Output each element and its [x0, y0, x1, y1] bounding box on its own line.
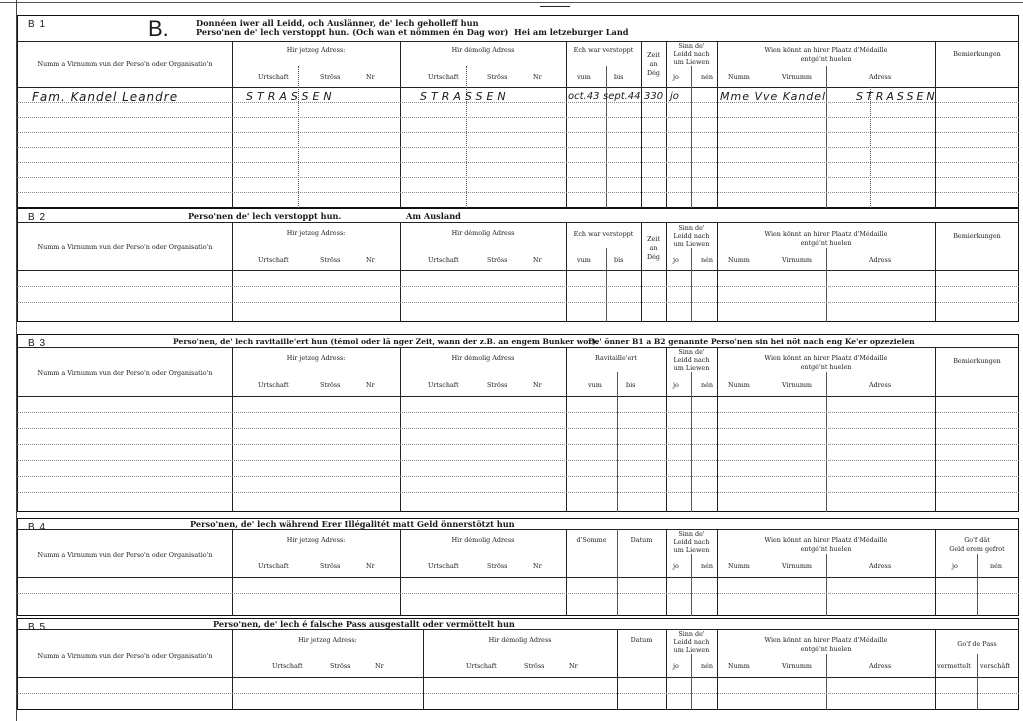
col-medal-address: Adress [869, 662, 892, 670]
col-lent: vermettelt [937, 662, 971, 670]
col-alive-3: um Liewen [673, 240, 710, 248]
col-date-header: Datum [630, 636, 653, 644]
entry-to: sept.44 [603, 91, 641, 102]
col-former-address-header: Hir démolig Adress [451, 354, 515, 362]
col-alive-3: um Liewen [673, 364, 710, 372]
col-street: Ströss [487, 73, 508, 81]
col-street: Ströss [487, 562, 508, 570]
section-letter: B. [148, 16, 169, 41]
col-yes: jo [673, 256, 679, 264]
col-place: Urtschaft [258, 562, 289, 570]
col-nr: Nr [366, 562, 375, 570]
col-current-address-header: Hir jetzeg Adress: [286, 536, 346, 544]
col-street: Ströss [524, 662, 545, 670]
col-days: Dég [647, 253, 660, 261]
col-alive-1: Sinn de' [678, 630, 705, 638]
col-current-address-header: Hir jetzeg Adress: [298, 636, 357, 644]
col-remarks: Bemierkungen [953, 232, 1001, 240]
col-yes: jo [952, 562, 958, 570]
entry-medal-address: STRASSEN [856, 90, 938, 103]
col-no: nén [990, 562, 1003, 570]
col-medal-2: entgé'nt huelen [800, 645, 852, 653]
entry-alive: jo [670, 91, 679, 102]
section-subtitle: Perso'nen de' lech verstoppt hun. (Och wan et nömmen én Dag wor) [196, 27, 509, 37]
section-label: B 2 [28, 212, 47, 223]
col-nr: Nr [366, 73, 375, 81]
section-title: Donnéen iwer all Leidd, och Auslänner, de' lech geholleff hun [196, 18, 479, 28]
col-alive-1: Sinn de' [678, 348, 705, 356]
entry-medal-name: Mme Vve Kandel [720, 90, 827, 103]
col-street: Ströss [320, 256, 341, 264]
col-medal-name: Numm [728, 381, 750, 389]
col-medal-first: Virnumm [782, 256, 812, 264]
col-medal-address: Adress [869, 73, 892, 81]
col-medal-name: Numm [728, 73, 750, 81]
col-medal-address: Adress [869, 562, 892, 570]
col-former-address-header: Hir démolig Adress [451, 229, 515, 237]
col-name-header: Numm a Virnumm vun der Perso'n oder Organisatio'n [37, 243, 213, 251]
col-nr: Nr [533, 381, 542, 389]
col-alive-3: um Liewen [673, 646, 710, 654]
col-street: Ströss [320, 73, 341, 81]
col-name-header: Numm a Virnumm vun der Perso'n oder Organisatio'n [37, 60, 213, 68]
col-to: bis [614, 73, 624, 81]
col-supplied-header: Ravitaille'ert [595, 354, 637, 362]
col-former-address-header: Hir démolig Adress [451, 46, 515, 54]
section-title: Perso'nen, de' lech während Erer Illégalitét matt Geld önnerstötzt hun [190, 519, 515, 529]
col-time: Zeit [647, 235, 660, 243]
section-label: B 3 [28, 338, 47, 349]
section-label: B 1 [28, 19, 47, 30]
col-nr: Nr [366, 381, 375, 389]
col-alive-2: Leidd nach [673, 638, 710, 646]
col-current-address-header: Hir jetzeg Adress: [286, 46, 346, 54]
col-name-header: Numm a Virnumm vun der Perso'n oder Organisatio'n [37, 652, 213, 660]
col-yes: jo [673, 562, 679, 570]
col-street: Ströss [487, 381, 508, 389]
col-yes: jo [673, 73, 679, 81]
col-place: Urtschaft [258, 73, 289, 81]
col-nr: Nr [569, 662, 578, 670]
col-alive-2: Leidd nach [673, 538, 710, 546]
entry-name: Fam. Kandel Leandre [32, 90, 179, 104]
section-title-right: Am Ausland [406, 211, 461, 221]
col-place: Urtschaft [428, 381, 459, 389]
col-street: Ströss [320, 381, 341, 389]
col-medal-1: Wien könnt an hirer Plaatz d'Médaille [764, 354, 888, 362]
col-from: vum [577, 73, 591, 81]
col-no: nén [701, 256, 714, 264]
col-medal-first: Virnumm [782, 562, 812, 570]
col-place: Urtschaft [428, 73, 459, 81]
col-no: nén [701, 381, 714, 389]
col-yes: jo [673, 662, 679, 670]
col-place: Urtschaft [466, 662, 497, 670]
section-title: Perso'nen, de' lech ravitaille'ert hun (témol oder lä nger Zeit, wann der z.B. an engem Bunker wor). [173, 337, 599, 346]
col-remarks: Bemierkungen [953, 357, 1001, 365]
col-alive-2: Leidd nach [673, 232, 710, 240]
col-alive-2: Leidd nach [673, 50, 710, 58]
entry-current-address: STRASSEN [246, 90, 336, 103]
col-medal-2: entgé'nt huelen [800, 363, 852, 371]
col-nr: Nr [533, 562, 542, 570]
col-former-address-header: Hir démolig Adress [488, 636, 552, 644]
col-medal-name: Numm [728, 256, 750, 264]
col-place: Urtschaft [272, 662, 303, 670]
col-money-back-1: Go'f dât [964, 536, 990, 544]
col-place: Urtschaft [428, 256, 459, 264]
col-nr: Nr [366, 256, 375, 264]
col-hidden-header: Ech war verstoppt [573, 46, 634, 54]
col-on: an [649, 60, 658, 68]
col-no: nén [701, 562, 714, 570]
col-time: Zeit [647, 51, 660, 59]
section-label: B 4 [28, 522, 47, 533]
col-place: Urtschaft [258, 256, 289, 264]
col-medal-2: entgé'nt huelen [800, 55, 852, 63]
section-title-right: De' önner B1 a B2 genannte Perso'nen sin hei nöt nach eng Ke'er opzezielen [588, 337, 915, 346]
col-medal-address: Adress [869, 381, 892, 389]
section-b1 [17, 15, 1019, 208]
entry-days: 330 [644, 91, 664, 102]
col-nr: Nr [533, 256, 542, 264]
col-former-address-header: Hir démolig Adress [451, 536, 515, 544]
col-yes: jo [673, 381, 679, 389]
entry-former-address: STRASSEN [420, 90, 510, 103]
col-name-header: Numm a Virnumm vun der Perso'n oder Organisatio'n [37, 551, 213, 559]
section-label: B 5 [28, 622, 47, 633]
col-medal-2: entgé'nt huelen [800, 239, 852, 247]
col-current-address-header: Hir jetzeg Adress: [286, 229, 346, 237]
col-no: nén [701, 73, 714, 81]
col-medal-2: entgé'nt huelen [800, 545, 852, 553]
col-medal-first: Virnumm [782, 381, 812, 389]
col-pass-back: Go'f de Pass [957, 640, 997, 648]
col-alive-3: um Liewen [673, 546, 710, 554]
section-title: Perso'nen de' lech verstoppt hun. [188, 211, 342, 221]
col-medal-name: Numm [728, 562, 750, 570]
col-medal-1: Wien könnt an hirer Plaatz d'Médaille [764, 636, 888, 644]
col-to: bis [626, 381, 636, 389]
col-nr: Nr [375, 662, 384, 670]
col-from: vum [588, 381, 602, 389]
col-name-header: Numm a Virnumm vun der Perso'n oder Organisatio'n [37, 369, 213, 377]
col-medal-1: Wien könnt an hirer Plaatz d'Médaille [764, 536, 888, 544]
col-from: vum [577, 256, 591, 264]
col-place: Urtschaft [428, 562, 459, 570]
section-title-right: Hei am letzeburger Land [514, 27, 629, 37]
col-to: bis [614, 256, 624, 264]
col-medal-name: Numm [728, 662, 750, 670]
col-medal-1: Wien könnt an hirer Plaatz d'Médaille [764, 46, 888, 54]
col-current-address-header: Hir jetzeg Adress: [286, 354, 346, 362]
col-street: Ströss [487, 256, 508, 264]
col-place: Urtschaft [258, 381, 289, 389]
section-title: Perso'nen, de' lech é falsche Pass ausgestallt oder vermöttelt hun [213, 619, 515, 629]
entry-from: oct.43 [568, 91, 600, 102]
col-medal-address: Adress [869, 256, 892, 264]
col-issued: verschâft [980, 662, 1011, 670]
col-hidden-header: Ech war verstoppt [573, 230, 634, 238]
section-b2 [17, 208, 1019, 322]
col-medal-1: Wien könnt an hirer Plaatz d'Médaille [764, 230, 888, 238]
col-alive-1: Sinn de' [678, 42, 705, 50]
col-alive-2: Leidd nach [673, 356, 710, 364]
col-on: an [649, 244, 658, 252]
col-money-back-2: Geld erem gefrot [949, 545, 1005, 553]
col-days: Dég [647, 69, 660, 77]
col-alive-1: Sinn de' [678, 224, 705, 232]
col-sum-header: d'Somme [576, 536, 607, 544]
col-medal-first: Virnumm [782, 662, 812, 670]
col-remarks: Bemierkungen [953, 50, 1001, 58]
col-medal-first: Virnumm [782, 73, 812, 81]
col-nr: Nr [533, 73, 542, 81]
col-date-header: Datum [630, 536, 653, 544]
col-street: Ströss [320, 562, 341, 570]
col-no: nén [701, 662, 714, 670]
col-alive-3: um Liewen [673, 58, 710, 66]
col-alive-1: Sinn de' [678, 530, 705, 538]
col-street: Ströss [330, 662, 351, 670]
